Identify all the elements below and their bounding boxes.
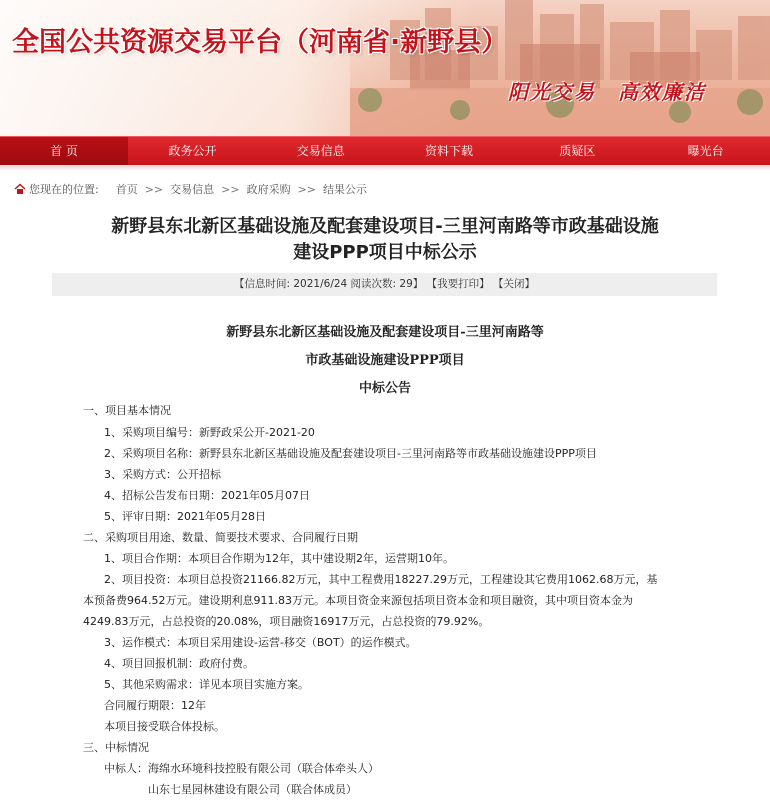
doc-line: 4、招标公告发布日期：2021年05月07日 [104,489,310,502]
doc-line: 4、项目回报机制：政府付费。 [104,657,254,670]
site-slogan [508,76,706,105]
nav-item-trade-info[interactable]: 交易信息 [296,144,345,158]
nav-item-government-affairs[interactable]: 政务公开 [168,144,217,158]
section-heading: 一、项目基本情况 [83,404,171,417]
doc-heading-line2: 市政基础设施建设PPP项目 [305,353,465,368]
nav-item-home[interactable]: 首 页 [0,137,128,165]
print-link[interactable]: 【我要打印】 [426,278,490,290]
doc-line: 1、项目合作期：本项目合作期为12年，其中建设期2年，运营期10年。 [104,552,454,565]
nav-item-exposure[interactable]: 曝光台 [687,144,724,158]
site-title: 全国公共资源交易平台（河南省·新野县） [12,27,509,58]
slogan-left: 阳光交易 [508,80,596,104]
breadcrumb [14,181,367,197]
article-title-line1: 新野县东北新区基础设施及配套建设项目-三里河南路等市政基础设施 [111,216,659,237]
doc-line: 3、运作模式：本项目采用建设-运营-移交（BOT）的运作模式。 [104,636,417,649]
doc-line: 5、评审日期：2021年05月28日 [104,510,266,523]
doc-line: 合同履行期限：12年 [104,699,206,712]
doc-heading-line1: 新野县东北新区基础设施及配套建设项目-三里河南路等 [226,325,544,340]
doc-line: 1、采购项目编号：新野政采公开-2021-20 [104,426,315,439]
header-banner [0,0,770,136]
breadcrumb-result-notice[interactable]: 结果公示 [323,183,368,196]
doc-heading-notice: 中标公告 [358,381,411,396]
doc-line: 5、其他采购需求：详见本项目实施方案。 [104,678,309,691]
section-heading: 三、中标情况 [83,741,149,754]
article-info-bar [52,273,717,296]
doc-line: 2、采购项目名称：新野县东北新区基础设施及配套建设项目-三里河南路等市政基础设施建设PPP项目 [104,447,597,460]
info-time-and-views: 【信息时间: 2021/6/24 阅读次数: 29】 [234,278,424,290]
breadcrumb-separator: >> [297,182,317,196]
doc-line: 3、采购方式：公开招标 [104,468,221,481]
doc-line: 本预备费964.52万元。建设期利息911.83万元。本项目资金来源包括项目资本金和项目融资，其中项目资本金为 [83,594,633,607]
nav-shadow [0,165,770,171]
article-title-line2: 建设PPP项目中标公示 [293,242,477,263]
location-home-icon [14,183,26,195]
article-title [40,214,730,266]
close-link[interactable]: 【关闭】 [492,278,535,290]
slogan-right: 高效廉洁 [618,80,706,104]
breadcrumb-home[interactable]: 首页 [115,183,138,196]
main-nav [0,136,770,165]
nav-item-complaints[interactable]: 质疑区 [559,144,596,158]
breadcrumb-separator: >> [144,182,164,196]
breadcrumb-gov-procurement[interactable]: 政府采购 [246,183,291,196]
doc-line: 山东七星园林建设有限公司（联合体成员） [148,783,357,796]
doc-line: 2、项目投资：本项目总投资21166.82万元，其中工程费用18227.29万元，工程建设其它费用1062.68万元，基 [104,573,658,586]
doc-line: 4249.83万元，占总投资的20.08%，项目融资16917万元，占总投资的79.92%。 [83,615,490,628]
section-heading: 二、采购项目用途、数量、简要技术要求、合同履行日期 [83,531,358,544]
breadcrumb-separator: >> [221,182,240,196]
nav-item-downloads[interactable]: 资料下载 [425,144,474,158]
doc-line: 本项目接受联合体投标。 [104,720,225,733]
breadcrumb-trade-info[interactable]: 交易信息 [170,183,215,196]
breadcrumb-prefix: 您现在的位置: [29,183,99,196]
doc-line: 中标人：海绵水环境科技控股有限公司（联合体牵头人） [104,762,379,775]
